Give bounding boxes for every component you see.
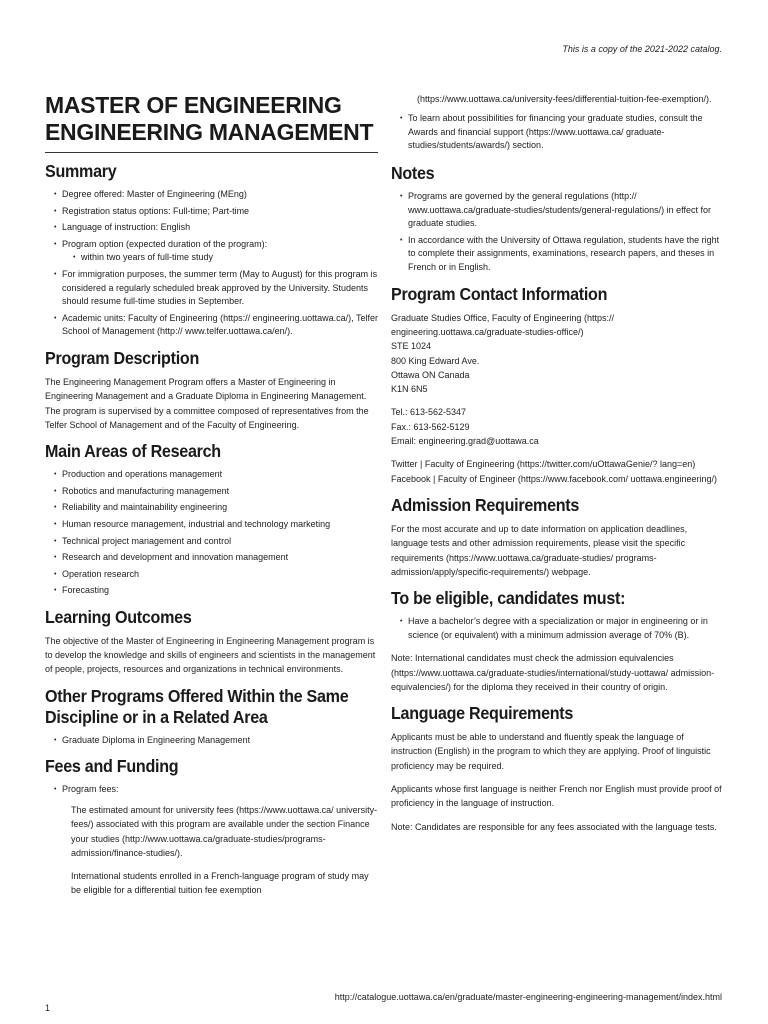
- other-programs-heading: Other Programs Offered Within the Same Discipline or in a Related Area: [45, 685, 349, 727]
- list-item: • Program option (expected duration of the program):: [45, 238, 378, 252]
- language-note: Note: Candidates are responsible for any fees associated with the language tests.: [391, 821, 717, 832]
- list-item: • within two years of full-time study: [45, 251, 378, 265]
- fees-section: [45, 756, 378, 897]
- fees-paragraph-continued: (https://www.uottawa.ca/university-fees/differential-tuition-fee-exemption/).: [417, 94, 712, 104]
- footer-url: http://catalogue.uottawa.ca/en/graduate/master-engineering-engineering-management/index.html: [334, 992, 722, 1002]
- fees-paragraph: The estimated amount for university fees (https://www.uottawa.ca/ university-fees/) associated with this program are available under the section Finance your studies (http://www.uottawa.ca/graduate-studies/programs-admission/finance-studies/).: [71, 804, 378, 858]
- contact-twitter: Twitter | Faculty of Engineering (https://twitter.com/uOttawaGenie/? lang=en): [391, 459, 696, 470]
- research-heading: Main Areas of Research: [45, 441, 221, 462]
- list-item: • Graduate Diploma in Engineering Management: [45, 734, 378, 748]
- research-list: [45, 468, 378, 598]
- fees-continued: [391, 92, 724, 106]
- title-line-1: MASTER OF ENGINEERING: [45, 92, 342, 118]
- program-description-heading: Program Description: [45, 347, 200, 368]
- contact-tel: Tel.: 613-562-5347: [391, 407, 467, 418]
- list-item: • Production and operations management: [45, 468, 378, 482]
- list-item: • Academic units: Faculty of Engineering (https:// engineering.uottawa.ca/), Telfer School of Management (http:// www.telfer.uottawa.ca/en/).: [45, 312, 378, 339]
- list-item: • Operation research: [45, 568, 378, 582]
- contact-heading: Program Contact Information: [391, 283, 608, 304]
- list-item: • Forecasting: [45, 584, 378, 598]
- summary-list: [45, 188, 378, 339]
- catalog-note: This is a copy of the 2021-2022 catalog.: [562, 44, 722, 54]
- eligibility-note: Note: International candidates must check the admission equivalencies (https://www.uottawa.ca/graduate-studies/international/study-uottawa/ admission-equivalencies/) for the diploma they received in their country of origin.: [391, 653, 715, 692]
- left-column: [45, 92, 378, 907]
- contact-street: 800 King Edward Ave.: [391, 355, 480, 366]
- list-item: • Have a bachelor’s degree with a specialization or major in engineering or in science (or equivalent) with a minimum admission average of 70% (B).: [391, 615, 724, 642]
- list-item: • In accordance with the University of Ottawa regulation, students have the right to complete their assignments, examinations, research papers, and theses in French or in English.: [391, 234, 724, 275]
- learning-outcomes-section: [45, 607, 378, 677]
- other-programs-list: [45, 734, 378, 748]
- fees-paragraph: International students enrolled in a French-language program of study may be eligible for a differential tuition fee exemption: [71, 871, 369, 896]
- research-section: [45, 441, 378, 598]
- fees-heading: Fees and Funding: [45, 756, 179, 777]
- other-programs-section: [45, 686, 378, 748]
- list-item: • To learn about possibilities for financing your graduate studies, consult the Awards and financial support (https://www.uottawa.ca/ graduate-studies/students/awards/) section.: [391, 112, 724, 153]
- list-item: • Registration status options: Full-time; Part-time: [45, 205, 378, 219]
- language-section: [391, 703, 724, 834]
- admission-section: [391, 495, 724, 579]
- list-item: • Technical project management and control: [45, 535, 378, 549]
- page-number: 1: [45, 1003, 51, 1013]
- contact-email: Email: engineering.grad@uottawa.ca: [391, 436, 539, 447]
- fees-list: [45, 783, 378, 797]
- contact-city: Ottawa ON Canada: [391, 369, 470, 380]
- list-item: • Programs are governed by the general regulations (http:// www.uottawa.ca/graduate-studies/students/general-regulations/) in effect for graduate studies.: [391, 190, 724, 231]
- language-paragraph: Applicants whose first language is neither French nor English must provide proof of proficiency in the language of instruction.: [391, 784, 722, 809]
- title-line-2: ENGINEERING MANAGEMENT: [45, 119, 374, 145]
- notes-heading: Notes: [391, 163, 435, 184]
- notes-list: [391, 190, 724, 275]
- summary-heading: Summary: [45, 161, 117, 181]
- list-item: • Reliability and maintainability engineering: [45, 501, 378, 515]
- contact-section: [391, 284, 724, 486]
- page-title: [45, 92, 378, 153]
- list-item: • Language of instruction: English: [45, 221, 378, 235]
- list-item: • Research and development and innovation management: [45, 551, 378, 565]
- language-heading: Language Requirements: [391, 703, 574, 724]
- fees-details: [45, 803, 378, 898]
- summary-section: [45, 161, 378, 339]
- program-description-section: [45, 348, 378, 432]
- learning-outcomes-heading: Learning Outcomes: [45, 606, 192, 627]
- list-item: • Human resource management, industrial and technology marketing: [45, 518, 378, 532]
- contact-office: Graduate Studies Office, Faculty of Engineering (https:// engineering.uottawa.ca/graduate-studies-office/): [391, 312, 614, 337]
- language-paragraph: Applicants must be able to understand and fluently speak the language of instruction (English) in the program to which they are applying. Proof of linguistic proficiency may be required.: [391, 732, 711, 771]
- notes-section: [391, 163, 724, 275]
- right-column: [391, 92, 724, 843]
- list-item: • Robotics and manufacturing management: [45, 485, 378, 499]
- contact-room: STE 1024: [391, 341, 432, 352]
- program-description-text: The Engineering Management Program offers a Master of Engineering in Engineering Management and a Graduate Diploma in Engineering Management. The program is supervised by a committee composed of representatives from the Telfer School of Management and of the Faculty of Engineering.: [45, 376, 369, 430]
- list-item: • Degree offered: Master of Engineering (MEng): [45, 188, 378, 202]
- contact-fax: Fax.: 613-562-5129: [391, 421, 470, 432]
- eligibility-heading: To be eligible, candidates must:: [391, 588, 626, 609]
- eligibility-list: [391, 615, 724, 642]
- fees-list-continued: [391, 112, 724, 153]
- admission-heading: Admission Requirements: [391, 494, 580, 515]
- admission-text: For the most accurate and up to date information on application deadlines, language tests and other admission requirements, please visit the specific requirements (https://www.uottawa.ca/graduate-studies/ programs-admission/apply/specific-requirements/) webpage.: [391, 523, 688, 577]
- list-item: • For immigration purposes, the summer term (May to August) for this program is considered a regularly scheduled break approved by the University. Students should resume full-time studies in September.: [45, 268, 378, 309]
- learning-outcomes-text: The objective of the Master of Engineering in Engineering Management program is to develop the knowledge and skills of engineers and scientists in the management of people, projects, resources and organizations in technical environments.: [45, 635, 376, 675]
- contact-postal: K1N 6N5: [391, 384, 428, 395]
- list-item: • Program fees:: [45, 783, 378, 797]
- contact-facebook: Facebook | Faculty of Engineer (https://www.facebook.com/ uottawa.engineering/): [391, 473, 718, 484]
- eligibility-section: [391, 588, 724, 694]
